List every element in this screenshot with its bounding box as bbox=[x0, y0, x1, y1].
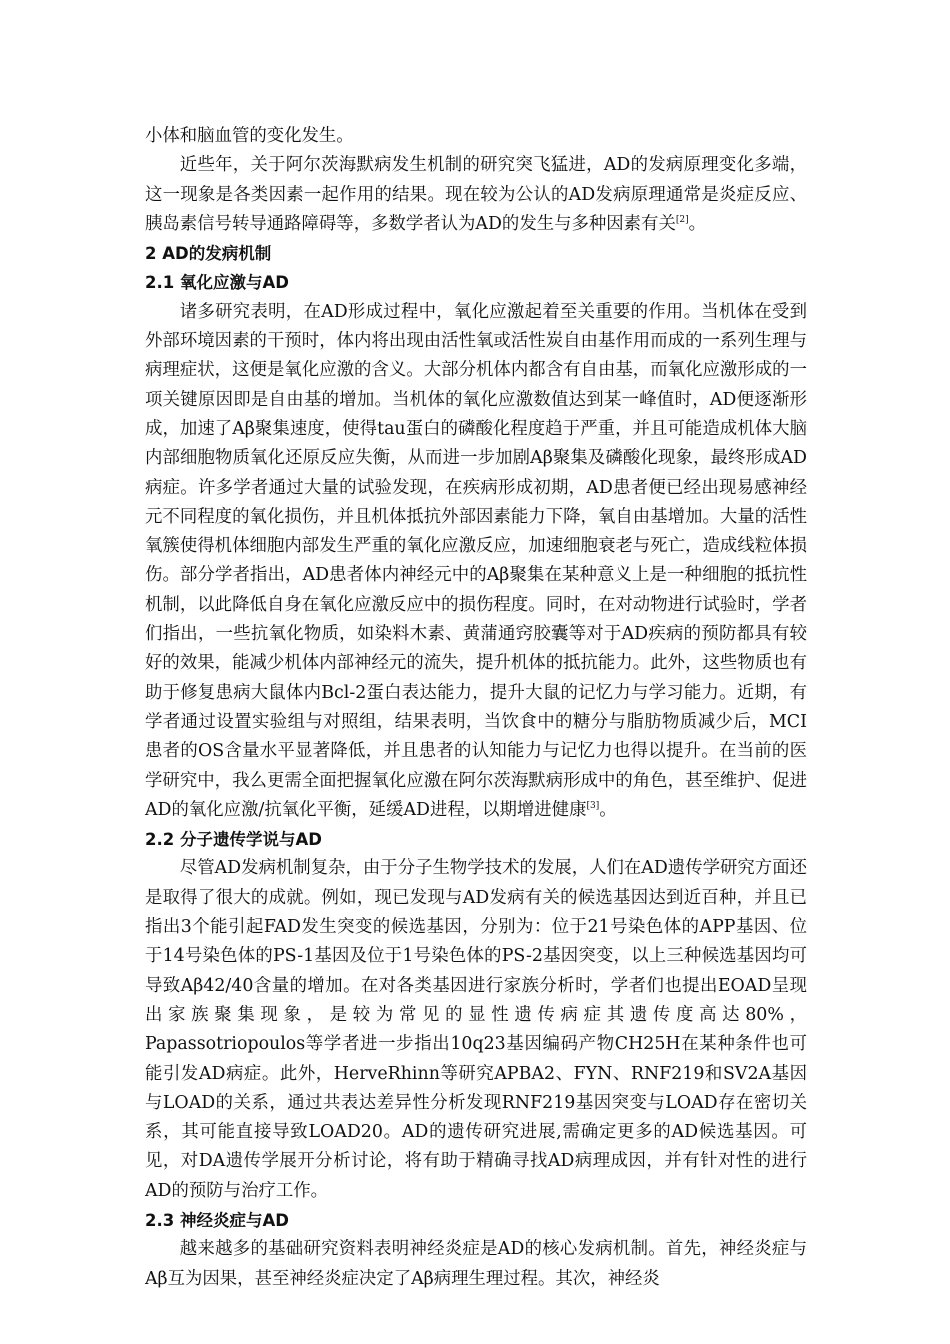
section-2-1-paragraph bbox=[145, 298, 807, 825]
document-page bbox=[145, 122, 807, 1294]
paragraph-introduction-text: 近些年，关于阿尔茨海默病发生机制的研究突飞猛进，AD的发病原理变化多端，这一现象是各类因素一起作用的结果。现在较为公认的AD发病原理通常是炎症反应、胰岛素信号转导通路障碍等，多数学者认为AD的发生与多种因素有关 bbox=[145, 155, 807, 234]
section-2-heading: 2 AD的发病机制 bbox=[145, 244, 272, 264]
section-2-2-heading: 2.2 分子遗传学说与AD bbox=[145, 830, 322, 850]
citation-ref-2: [2] bbox=[675, 214, 689, 225]
section-2-3-heading: 2.3 神经炎症与AD bbox=[145, 1210, 289, 1230]
citation-ref-3: [3] bbox=[586, 800, 600, 811]
paragraph-introduction bbox=[145, 151, 807, 239]
section-2-1-text: 诸多研究表明，在AD形成过程中，氧化应激起着至关重要的作用。当机体在受到外部环境因素的干预时，体内将出现由活性氧或活性炭自由基作用而成的一系列生理与病理症状，这便是氧化应激的含义。大部分机体内都含有自由基，而氧化应激形成的一项关键原因即是自由基的增加。当机体的氧化应激数值达到某一峰值时，AD便逐渐形成，加速了Aβ聚集速度，使得tau蛋白的磷酸化程度趋于严重，并且可能造成机体大脑内部细胞物质氧化还原反应失衡，从而进一步加剧Aβ聚集及磷酸化现象，最终形成AD病症。许多学者通过大量的试验发现，在疾病形成初期，AD患者便已经出现易感神经元不同程度的氧化损伤，并且机体抵抗外部因素能力下降，氧自由基增加。大量的活性氧簇使得机体细胞内部发生严重的氧化应激反应，加速细胞衰老与死亡，造成线粒体损伤。部分学者指出，AD患者体内神经元中的Aβ聚集在某种意义上是一种细胞的抵抗性机制，以此降低自身在氧化应激反应中的损伤程度。同时，在对动物进行试验时，学者们指出，一些抗氧化物质，如染料木素、黄蒲通窍胶囊等对于AD疾病的预防都具有较好的效果，能减少机体内部神经元的流失，提升机体的抵抗能力。此外，这些物质也有助于修复患病大鼠体内Bcl-2蛋白表达能力，提升大鼠的记忆力与学习能力。近期，有学者通过设置实验组与对照组，结果表明，当饮食中的糖分与脂肪物质减少后，MCI患者的OS含量水平显著降低，并且患者的认知能力与记忆力也得以提升。在当前的医学研究中，我么更需全面把握氧化应激在阿尔茨海默病形成中的角色，甚至维护、促进AD的氧化应激/抗氧化平衡，延缓AD进程，以期增进健康 bbox=[145, 301, 807, 820]
section-2-2-paragraph: 尽管AD发病机制复杂，由于分子生物学技术的发展，人们在AD遗传学研究方面还是取得了很大的成就。例如，现已发现与AD发病有关的候选基因达到近百种，并且已指出3个能引起FAD发生突变的候选基因，分别为：位于21号染色体的APP基因、位于14号染色体的PS-1基因及位于1号染色体的PS-2基因突变，以上三种候选基因均可导致Aβ42/40含量的增加。在对各类基因进行家族分析时，学者们也提出EOAD呈现出家族聚集现象，是较为常见的显性遗传病症其遗传度高达80%，Papassotriopoulos等学者进一步指出10q23基因编码产物CH25H在某种条件也可能引发AD病症。此外，HerveRhinn等研究APBA2、FYN、RNF219和SV2A基因与LOAD的关系，通过共表达差异性分析发现RNF219基因突变与LOAD存在密切关系，其可能直接导致LOAD20。AD的遗传研究进展,需确定更多的AD候选基因。可见，对DA遗传学展开分析讨论，将有助于精确寻找AD病理成因，并有针对性的进行AD的预防与治疗工作。 bbox=[145, 858, 807, 1201]
section-2-1-end: 。 bbox=[599, 799, 617, 820]
section-2-3-paragraph: 越来越多的基础研究资料表明神经炎症是AD的核心发病机制。首先，神经炎症与Aβ互为因果，甚至神经炎症决定了Aβ病理生理过程。其次，神经炎 bbox=[145, 1239, 807, 1289]
paragraph-introduction-end: 。 bbox=[688, 213, 706, 234]
paragraph-continuation: 小体和脑血管的变化发生。 bbox=[145, 126, 354, 146]
section-2-1-heading: 2.1 氧化应激与AD bbox=[145, 273, 289, 293]
